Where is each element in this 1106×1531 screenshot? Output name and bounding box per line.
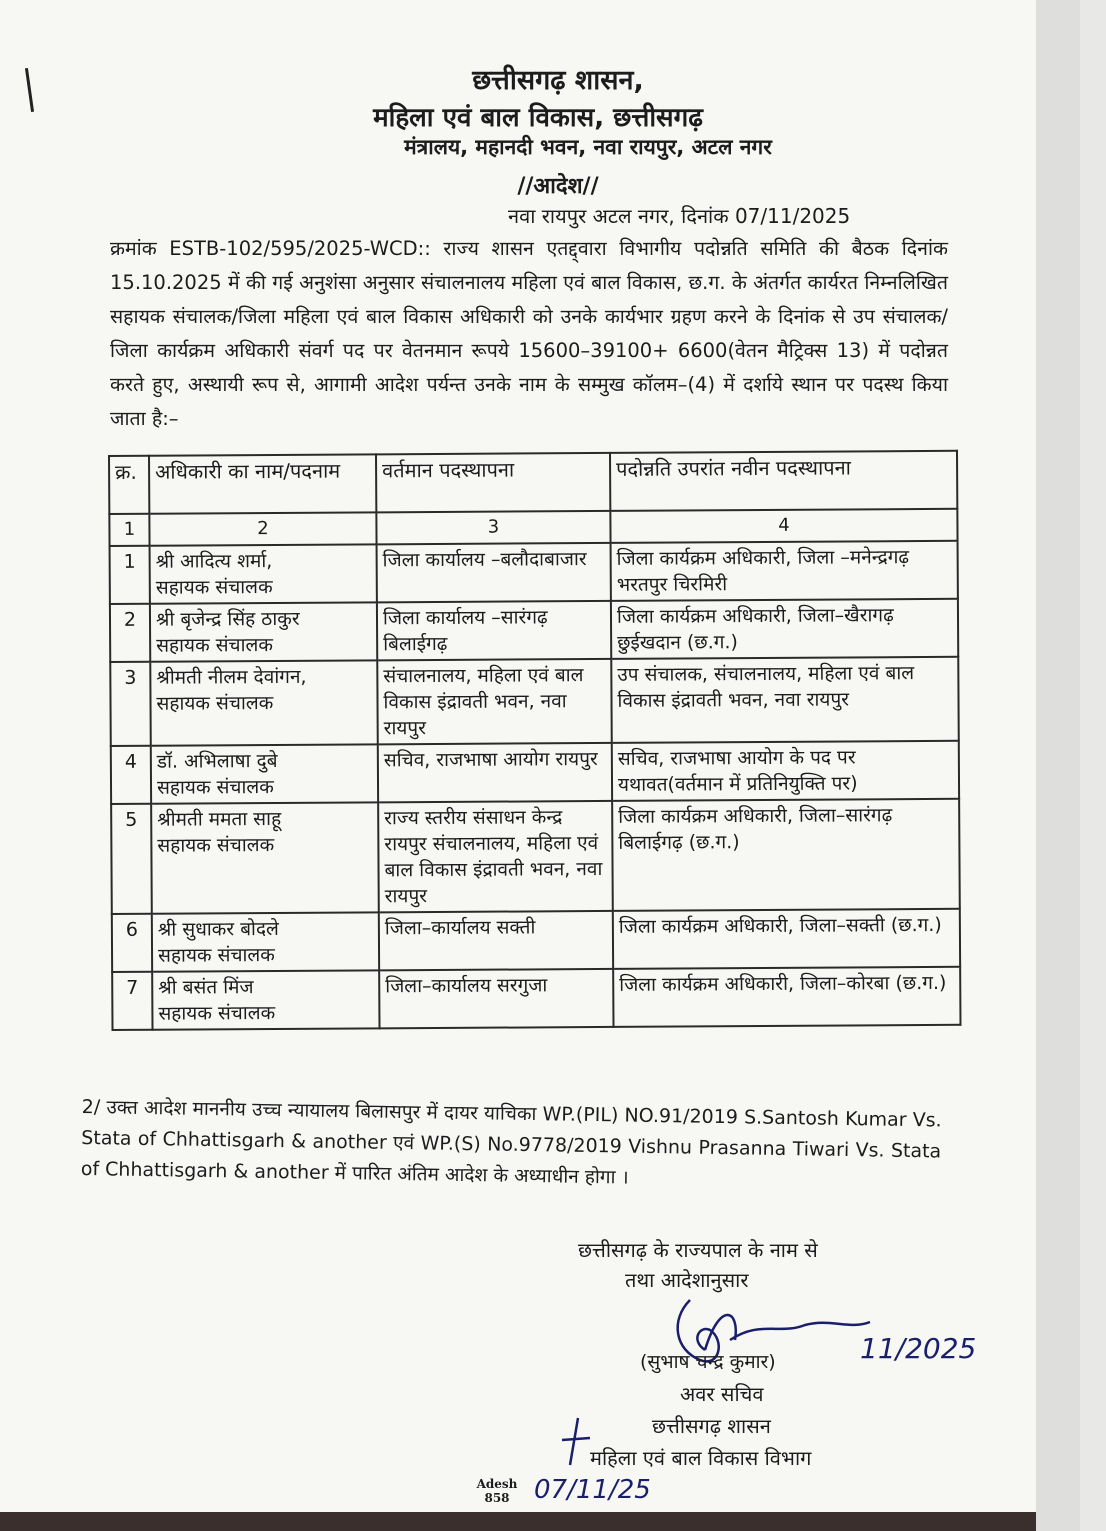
officer-cell bbox=[150, 660, 378, 745]
new-posting: उप संचालक, संचालनालय, महिला एवं बाल विकास इंद्रावती भवन, नवा रायपुर bbox=[611, 657, 959, 743]
table-row bbox=[112, 967, 960, 1030]
new-posting: जिला कार्यक्रम अधिकारी, जिला–सक्ती (छ.ग.) bbox=[613, 909, 960, 969]
scan-bottom-edge bbox=[0, 1512, 1036, 1531]
header-address: मंत्रालय, महानदी भवन, नवा रायपुर, अटल नगर bbox=[404, 135, 772, 159]
stamp-label: Adesh bbox=[476, 1477, 518, 1491]
officer-cell bbox=[150, 602, 377, 661]
table-row bbox=[112, 909, 960, 972]
header-government: छत्तीसगढ़ शासन, bbox=[472, 65, 644, 96]
officer-name: श्री आदित्य शर्मा, bbox=[155, 549, 273, 573]
officer-designation: सहायक संचालक bbox=[158, 1001, 276, 1025]
row-serial: 7 bbox=[112, 972, 152, 1030]
row-serial: 1 bbox=[110, 546, 150, 604]
table-row bbox=[111, 741, 959, 804]
officer-cell bbox=[150, 544, 377, 603]
row-serial: 3 bbox=[110, 662, 151, 746]
officer-cell bbox=[152, 970, 379, 1029]
officer-name: डॉ. अभिलाषा दुबे bbox=[156, 749, 278, 773]
officer-name: श्री सुधाकर बोदले bbox=[157, 917, 279, 941]
current-posting: जिला–कार्यालय सरगुजा bbox=[379, 969, 613, 1028]
officer-cell bbox=[151, 744, 378, 803]
column-number: 4 bbox=[610, 509, 957, 543]
row-serial: 5 bbox=[111, 804, 152, 914]
officer-name: श्री बसंत मिंज bbox=[158, 976, 254, 999]
column-number: 2 bbox=[149, 512, 376, 545]
officer-cell bbox=[151, 802, 379, 913]
header-new-posting: पदोन्नति उपरांत नवीन पदस्थापना bbox=[610, 451, 957, 511]
current-posting: जिला कार्यालय –बलौदाबाजार bbox=[377, 543, 611, 602]
adesh-stamp bbox=[475, 1477, 519, 1505]
officer-designation: सहायक संचालक bbox=[156, 691, 274, 715]
column-number: 3 bbox=[376, 511, 610, 544]
row-serial: 4 bbox=[111, 746, 151, 804]
officer-name: श्रीमती नीलम देवांगन, bbox=[156, 665, 307, 689]
row-serial: 6 bbox=[112, 914, 152, 972]
officer-designation: सहायक संचालक bbox=[156, 633, 274, 657]
current-posting: सचिव, राजभाषा आयोग रायपुर bbox=[378, 743, 612, 802]
current-posting: जिला कार्यालय –सारंगढ़ बिलाईगढ़ bbox=[377, 601, 611, 660]
order-title: //आदेश// bbox=[517, 174, 599, 199]
handwritten-initials bbox=[520, 1410, 670, 1510]
new-posting: जिला कार्यक्रम अधिकारी, जिला–सारंगढ़ बिलाईगढ़ (छ.ग.) bbox=[612, 799, 960, 911]
table-row bbox=[111, 799, 960, 914]
officer-designation: सहायक संचालक bbox=[157, 833, 275, 857]
new-posting: जिला कार्यक्रम अधिकारी, जिला –मनेन्द्रगढ़ भरतपुर चिरमिरी bbox=[611, 541, 958, 601]
table-header-row bbox=[109, 451, 957, 514]
signatory-name: (सुभाष चन्द्र कुमार) bbox=[640, 1351, 776, 1373]
signatory-designation: अवर सचिव bbox=[680, 1382, 764, 1406]
signatory-government: छत्तीसगढ़ शासन bbox=[652, 1414, 771, 1438]
new-posting: जिला कार्यक्रम अधिकारी, जिला–कोरबा (छ.ग.) bbox=[613, 967, 960, 1027]
header-current-posting: वर्तमान पदस्थापना bbox=[376, 453, 610, 512]
current-posting: संचालनालय, महिला एवं बाल विकास इंद्रावती भवन, नवा रायपुर bbox=[377, 659, 612, 744]
current-posting: राज्य स्तरीय संसाधन केन्द्र रायपुर संचालनालय, महिला एवं बाल विकास इंद्रावती भवन, नवा रायपुर bbox=[378, 801, 613, 912]
column-number: 1 bbox=[109, 514, 149, 546]
scan-background-strip bbox=[1036, 0, 1080, 1531]
row-serial: 2 bbox=[110, 604, 150, 662]
signature-authority-line: छत्तीसगढ़ के राज्यपाल के नाम से bbox=[578, 1238, 818, 1262]
current-posting: जिला–कार्यालय सक्ती bbox=[379, 911, 613, 970]
svg-text:07/11/25: 07/11/25 bbox=[534, 1475, 651, 1505]
order-dateline: नवा रायपुर अटल नगर, दिनांक 07/11/2025 bbox=[508, 204, 851, 228]
header-officer-name: अधिकारी का नाम/पदनाम bbox=[149, 454, 376, 513]
stamp-number: 858 bbox=[484, 1491, 510, 1505]
header-department: महिला एवं बाल विकास, छत्तीसगढ़ bbox=[373, 103, 703, 133]
officer-designation: सहायक संचालक bbox=[156, 775, 274, 799]
table-row bbox=[110, 541, 958, 604]
order-intro-paragraph: क्रमांक ESTB-102/595/2025-WCD:: राज्य शासन एतद्द्वारा विभागीय पदोन्नति समिति की बैठक दिनांक 15.10.2025 में की गई अनुशंसा अनुसार संचालनालय महिला एवं बाल विकास, छ.ग. के अंतर्गत कार्यरत निम्नलिखित सहायक संचालक/जिला महिला एवं बाल विकास अधिकारी को उनके कार्यभार ग्रहण करने के दिनांक से उप संचालक/जिला कार्यक्रम अधिकारी संवर्ग पद पर वेतनमान रूपये 15600–39100+ 6600(वेतन मैट्रिक्स 13) में पदोन्नत करते हुए, अस्थायी रूप से, आगामी आदेश पर्यन्त उनके नाम के सम्मुख कॉलम–(4) में दर्शाये स्थान पर पदस्थ किया जाता है:– bbox=[110, 237, 948, 430]
new-posting: सचिव, राजभाषा आयोग के पद पर यथावत(वर्तमान में प्रतिनियुक्ति पर) bbox=[612, 741, 959, 801]
table-row bbox=[110, 599, 958, 662]
officer-designation: सहायक संचालक bbox=[155, 575, 273, 599]
officer-name: श्री बृजेन्द्र सिंह ठाकुर bbox=[155, 607, 300, 631]
signatory-department: महिला एवं बाल विकास विभाग bbox=[590, 1446, 812, 1470]
column-number-row bbox=[109, 509, 957, 546]
officer-cell bbox=[152, 912, 379, 971]
court-condition-paragraph: 2/ उक्त आदेश माननीय उच्च न्यायालय बिलासपुर में दायर याचिका WP.(PIL) NO.91/2019 S.Santosh Kumar Vs. Stata of Chhattisgarh & another एवं WP.(S) No.9778/2019 Vishnu Prasanna Tiwari Vs. Stata of Chhattisgarh & another में पारित अंतिम आदेश के अध्याधीन होगा । bbox=[80, 1095, 942, 1189]
table-row bbox=[110, 657, 958, 746]
officer-designation: सहायक संचालक bbox=[157, 943, 275, 967]
new-posting: जिला कार्यक्रम अधिकारी, जिला–खैरागढ़ छुईखदान (छ.ग.) bbox=[611, 599, 958, 659]
header-serial: क्र. bbox=[109, 456, 149, 514]
officer-name: श्रीमती ममता साहू bbox=[157, 807, 282, 831]
signature-order-line: तथा आदेशानुसार bbox=[625, 1268, 749, 1292]
posting-table bbox=[108, 450, 962, 1031]
svg-text:11/2025: 11/2025 bbox=[860, 1332, 977, 1365]
